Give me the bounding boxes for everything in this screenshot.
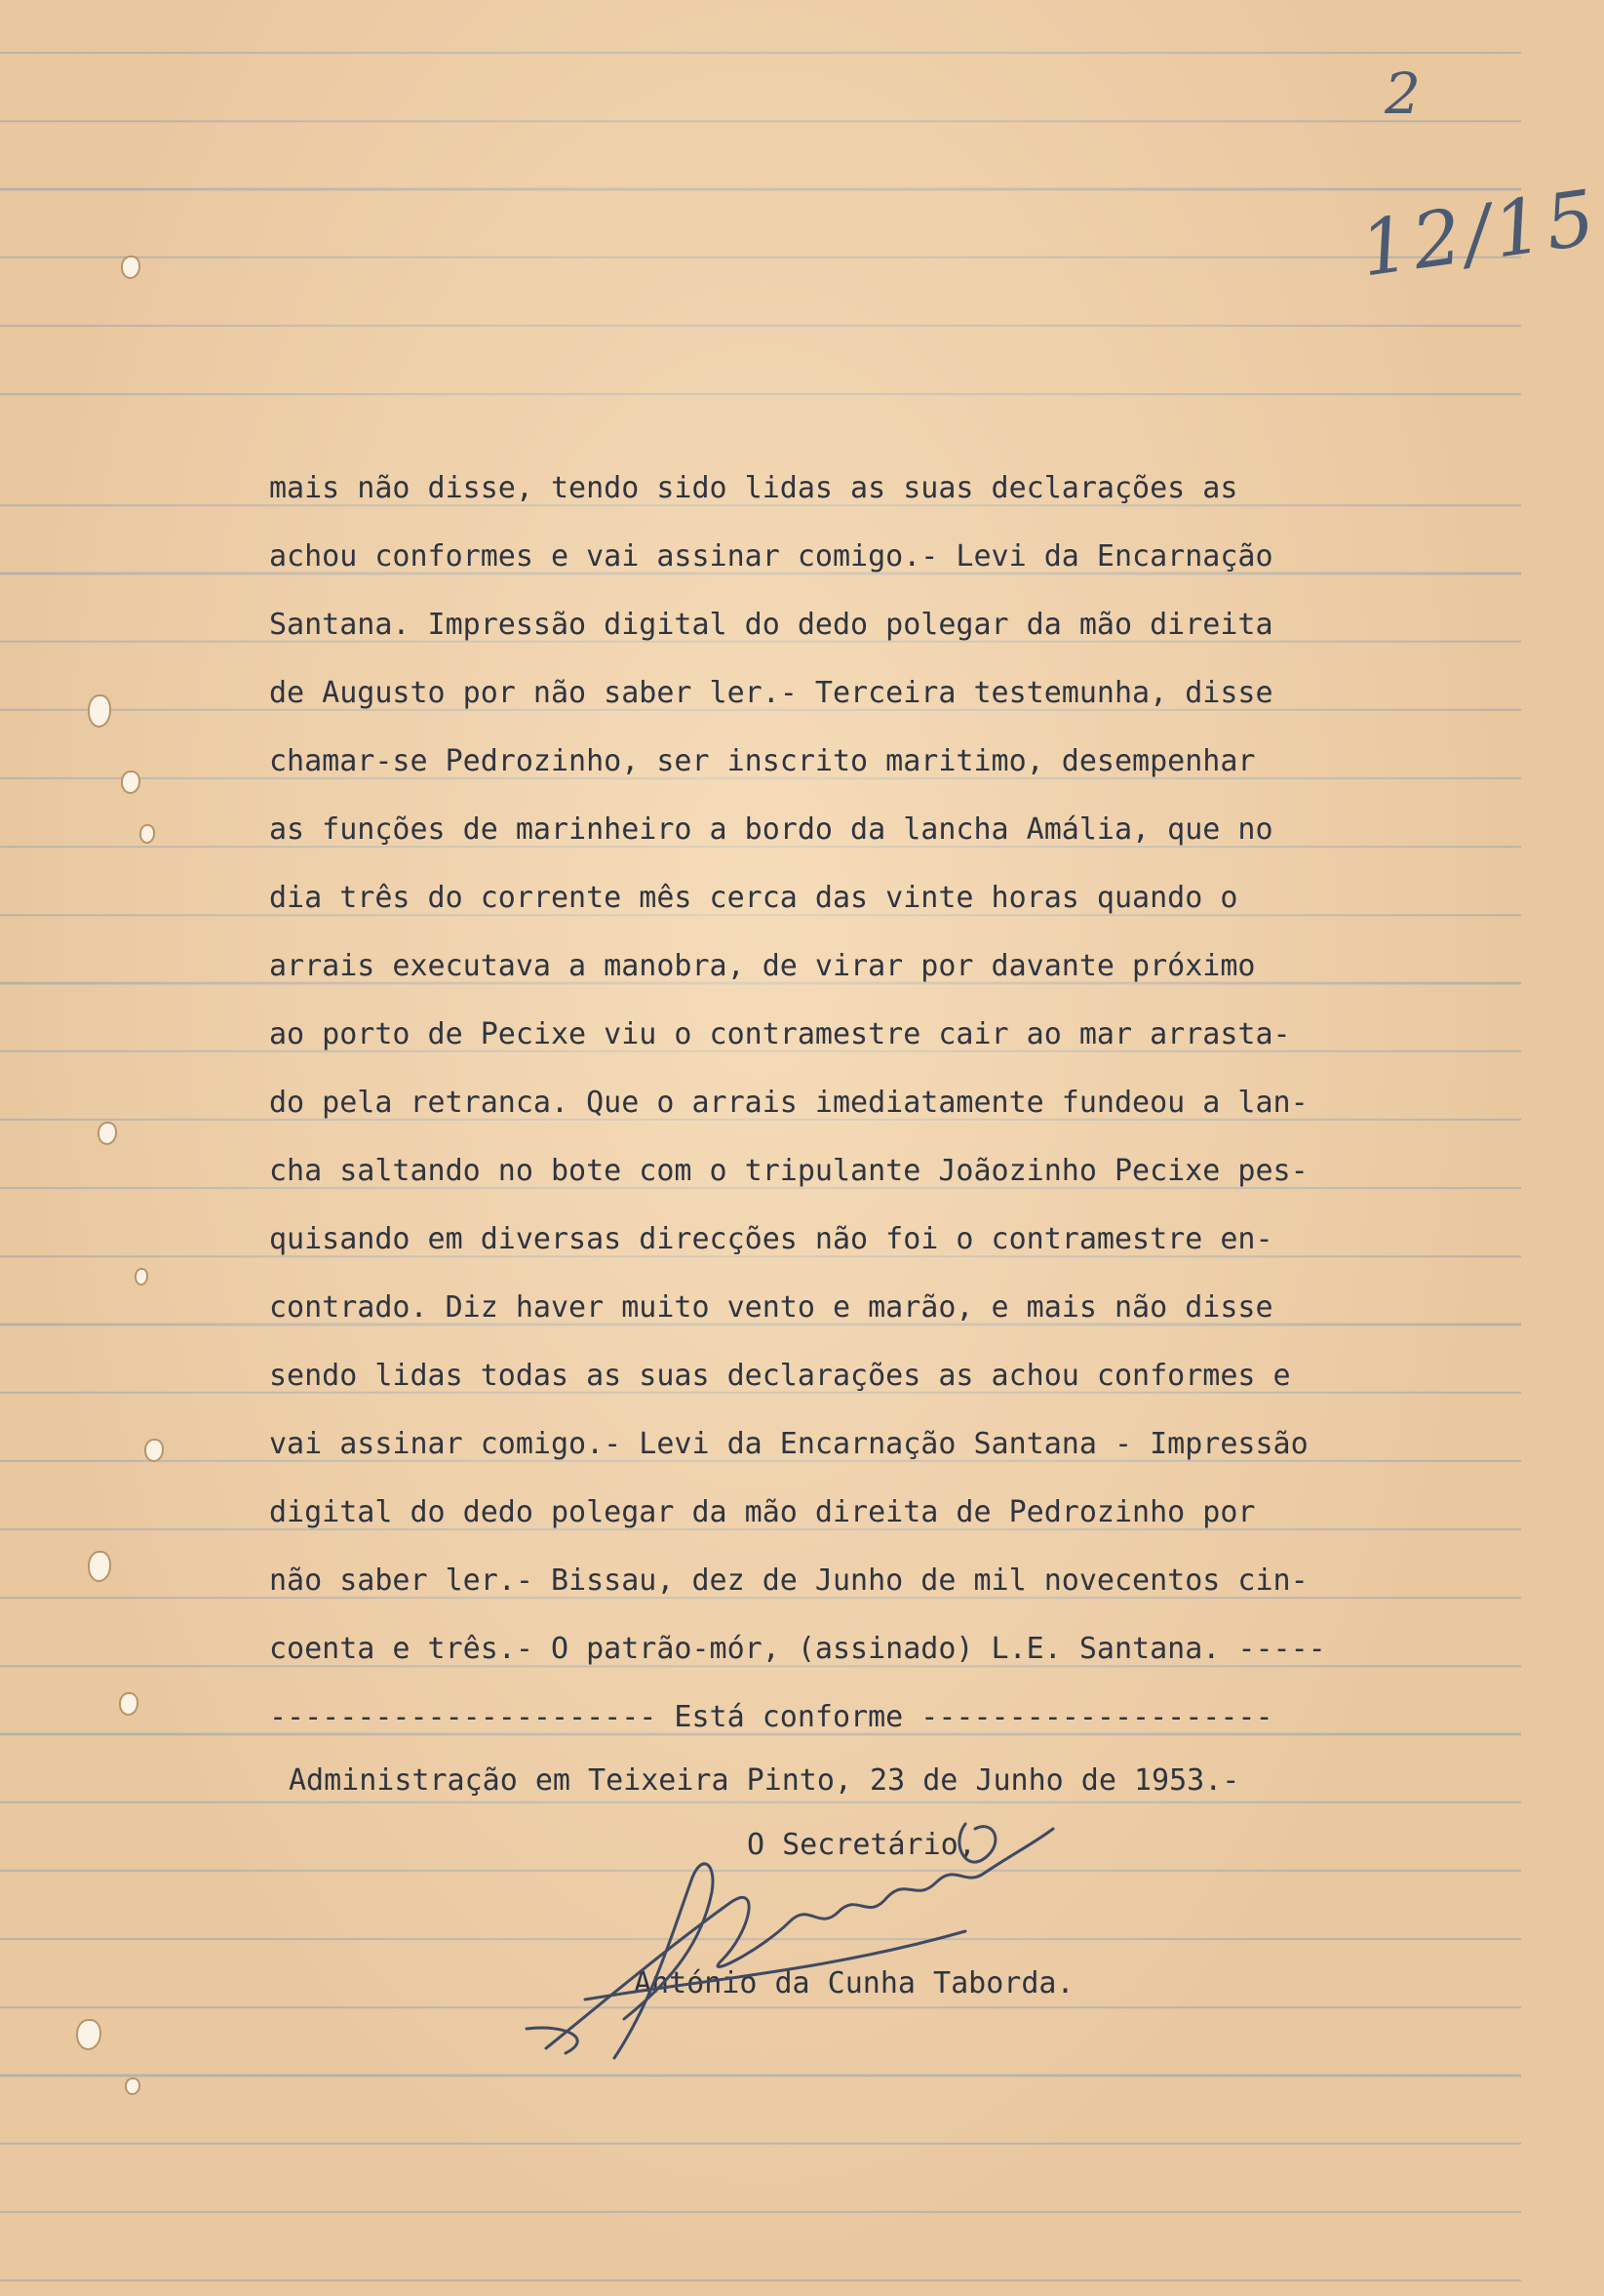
signatory-role: O Secretário, <box>747 1828 976 1862</box>
body-line: ---------------------- Está conforme -------------------- <box>269 1700 1273 1734</box>
body-line: não saber ler.- Bissau, dez de Junho de mil novecentos cin- <box>269 1564 1309 1598</box>
punch-hole <box>121 771 140 794</box>
punch-hole <box>121 256 140 279</box>
body-line: contrado. Diz haver muito vento e marão, e mais não disse <box>269 1290 1273 1325</box>
body-line: mais não disse, tendo sido lidas as suas declarações as <box>269 471 1238 505</box>
body-line: chamar-se Pedrozinho, ser inscrito maritimo, desempenhar <box>269 744 1256 778</box>
body-line: as funções de marinheiro a bordo da lancha Amália, que no <box>269 812 1273 847</box>
punch-hole <box>135 1268 148 1286</box>
place-date-line: Administração em Teixeira Pinto, 23 de Junho de 1953.- <box>289 1763 1240 1798</box>
signatory-name: António da Cunha Taborda. <box>634 1966 1075 2000</box>
punch-hole <box>98 1122 117 1145</box>
folio-annotation: 12/15 <box>1354 174 1604 295</box>
punch-hole <box>139 824 155 844</box>
body-line: do pela retranca. Que o arrais imediatamente fundeou a lan- <box>269 1086 1309 1120</box>
handwritten-signature <box>507 1785 1092 2078</box>
body-line: ao porto de Pecixe viu o contramestre cair ao mar arrasta- <box>269 1017 1291 1051</box>
body-line: sendo lidas todas as suas declarações as achou conformes e <box>269 1359 1291 1393</box>
body-line: digital do dedo polegar da mão direita de Pedrozinho por <box>269 1495 1256 1529</box>
page-number: 2 <box>1385 60 1421 127</box>
body-line: cha saltando no bote com o tripulante Joãozinho Pecixe pes- <box>269 1154 1309 1188</box>
typed-body <box>269 455 1439 1752</box>
body-line: coenta e três.- O patrão-mór, (assinado) L.E. Santana. ----- <box>269 1632 1326 1666</box>
body-line: dia três do corrente mês cerca das vinte horas quando o <box>269 881 1238 915</box>
punch-hole <box>125 2078 140 2095</box>
punch-hole <box>144 1439 164 1462</box>
body-line: Santana. Impressão digital do dedo polegar da mão direita <box>269 608 1273 642</box>
body-line: vai assinar comigo.- Levi da Encarnação Santana - Impressão <box>269 1427 1309 1461</box>
punch-hole <box>119 1692 138 1716</box>
punch-hole <box>88 1551 111 1582</box>
body-line: de Augusto por não saber ler.- Terceira testemunha, disse <box>269 676 1273 710</box>
body-line: arrais executava a manobra, de virar por davante próximo <box>269 949 1256 983</box>
body-line: achou conformes e vai assinar comigo.- Levi da Encarnação <box>269 539 1273 574</box>
punch-hole <box>76 2019 101 2050</box>
punch-hole <box>88 694 111 728</box>
body-line: quisando em diversas direcções não foi o contramestre en- <box>269 1222 1273 1256</box>
